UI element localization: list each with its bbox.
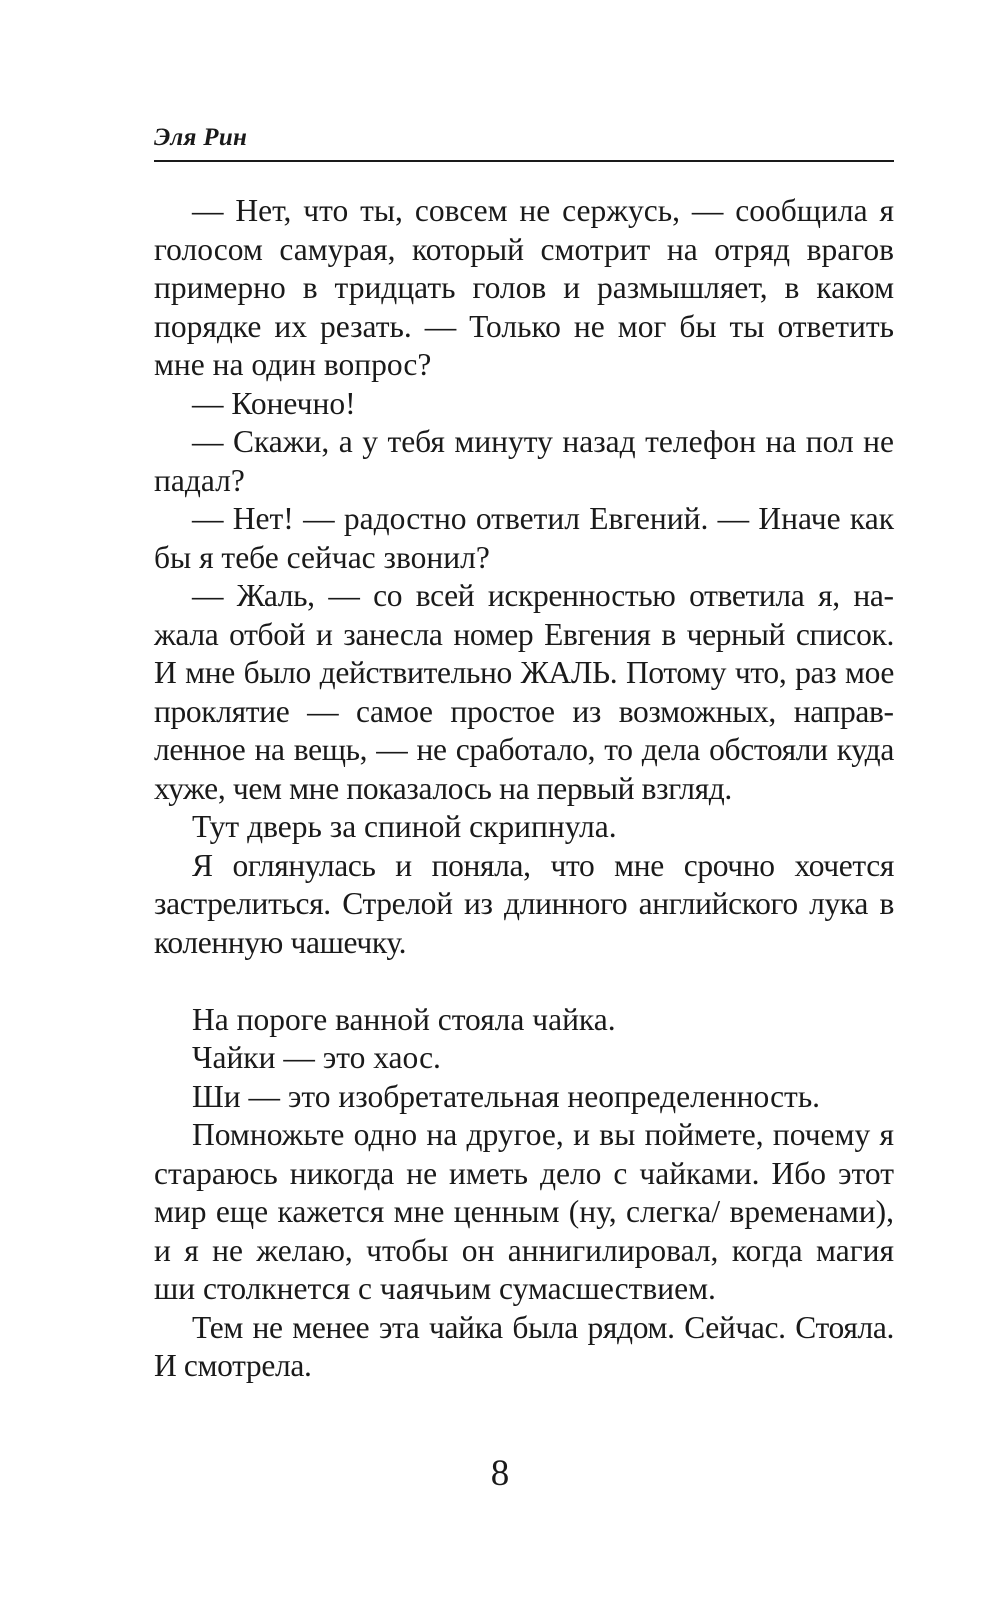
paragraph: — Нет! — радостно ответил Евгений. — Иначе как бы я тебе сейчас звонил? bbox=[154, 501, 894, 575]
paragraph: — Скажи, а у тебя минуту назад телефон на пол не падал? bbox=[154, 424, 894, 498]
paragraph: — Нет, что ты, совсем не сержусь, — сообщила я голосом самурая, который смотрит на отряд врагов примерно в тридцать голов и размышляет, в каком порядке их резать. — Только не мог бы ты ответить мне на один вопрос? bbox=[154, 193, 894, 382]
paragraph: Тем не менее эта чайка была рядом. Сейчас. Стояла. И смотрела. bbox=[154, 1309, 894, 1383]
body-text bbox=[154, 192, 894, 1386]
paragraph: — Конечно! bbox=[192, 385, 356, 421]
page-number: 8 bbox=[490, 1453, 510, 1494]
paragraph: — Жаль, — со всей искренностью ответила я, нажала отбой и занесла номер Евгения в черный список. И мне было действительно ЖАЛЬ. Потому что, раз мое проклятие — самое простое из возможных, направленное на вещь, — не сработало, то дела обстояли куда хуже, чем мне показалось на первый взгляд. bbox=[154, 578, 894, 806]
header-rule bbox=[154, 160, 894, 162]
paragraph: На пороге ванной стояла чайка. bbox=[192, 1001, 616, 1037]
paragraph: Помножьте одно на другое, и вы поймете, почему я стараюсь никогда не иметь дело с чайками. Ибо этот мир еще кажется мне ценным (ну, слегка/ временами), и я не желаю, чтобы он аннигилировал, когда магия ши столкнется с чаячьим сумасшествием. bbox=[154, 1117, 894, 1306]
paragraph: Тут дверь за спиной скрипнула. bbox=[192, 809, 617, 844]
running-head-author: Эля Рин bbox=[154, 124, 248, 151]
section-break bbox=[154, 962, 894, 1001]
paragraph: Чайки — это хаос. bbox=[192, 1040, 441, 1075]
paragraph: Я оглянулась и поняла, что мне срочно хочется застрелиться. Стрелой из длинного английского лука в коленную чашечку. bbox=[154, 847, 894, 960]
paragraph: Ши — это изобретательная неопределенность. bbox=[192, 1078, 821, 1114]
